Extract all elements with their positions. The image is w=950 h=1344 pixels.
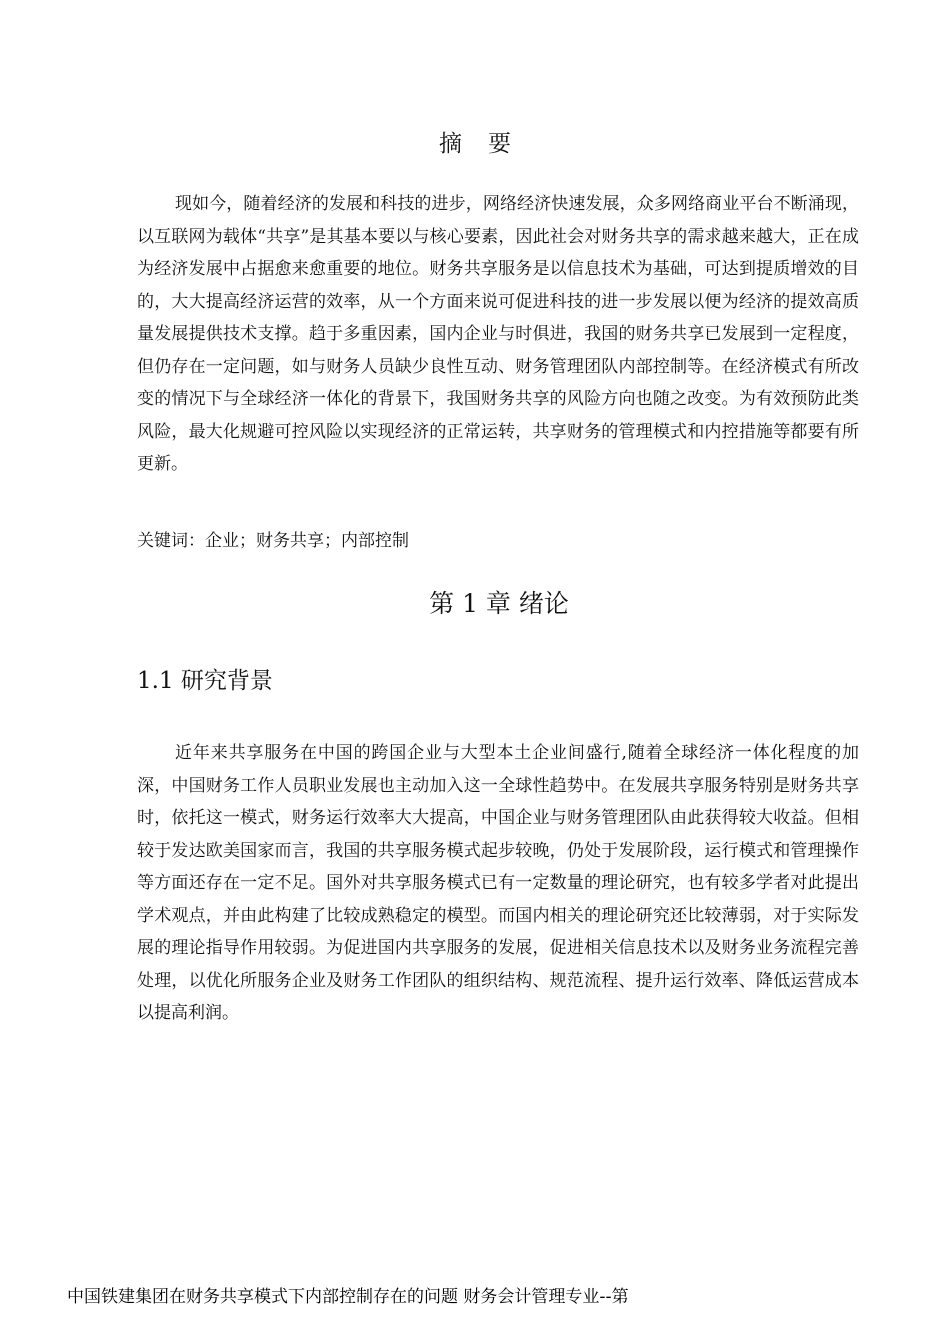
section-paragraph: 近年来共享服务在中国的跨国企业与大型本土企业间盛行,随着全球经济一体化程度的加深，中国财务工作人员职业发展也主动加入这一全球性趋势中。在发展共享服务特别是财务共享时，依托这一模式，财务运行效率大大提高，中国企业与财务管理团队由此获得较大收益。但相较于发达欧美国家而言，我国的共享服务模式起步较晚，仍处于发展阶段，运行模式和管理操作等方面还存在一定不足。国外对共享服务模式已有一定数量的理论研究，也有较多学者对此提出学术观点，并由此构建了比较成熟稳定的模型。而国内相关的理论研究还比较薄弱，对于实际发展的理论指导作用较弱。为促进国内共享服务的发展，促进相关信息技术以及财务业务流程完善处理，以优化所服务企业及财务工作团队的组织结构、规范流程、提升运行效率、降低运营成本以提高利润。 [137,743,859,1023]
page-footer: 中国铁建集团在财务共享模式下内部控制存在的问题 财务会计管理专业--第 [67,1287,629,1307]
chapter-title: 第 1 章 绪论 [429,589,569,618]
section-title: 1.1 研究背景 [137,668,273,694]
keywords-line: 关键词：企业；财务共享；内部控制 [137,531,409,551]
abstract-paragraph: 现如今，随着经济的发展和科技的进步，网络经济快速发展，众多网络商业平台不断涌现，以互联网为载体“共享”是其基本要以与核心要素，因此社会对财务共享的需求越来越大，正在成为经济发展中占据愈来愈重要的地位。财务共享服务是以信息技术为基础，可达到提质增效的目的，大大提高经济运营的效率，从一个方面来说可促进科技的进一步发展以便为经济的提效高质量发展提供技术支撑。趋于多重因素，国内企业与时俱进，我国的财务共享已发展到一定程度，但仍存在一定问题，如与财务人员缺少良性互动、财务管理团队内部控制等。在经济模式有所改变的情况下与全球经济一体化的背景下，我国财务共享的风险方向也随之改变。为有效预防此类风险，最大化规避可控风险以实现经济的正常运转，共享财务的管理模式和内控措施等都要有所更新。 [137,194,859,474]
abstract-title: 摘要 [439,131,537,157]
